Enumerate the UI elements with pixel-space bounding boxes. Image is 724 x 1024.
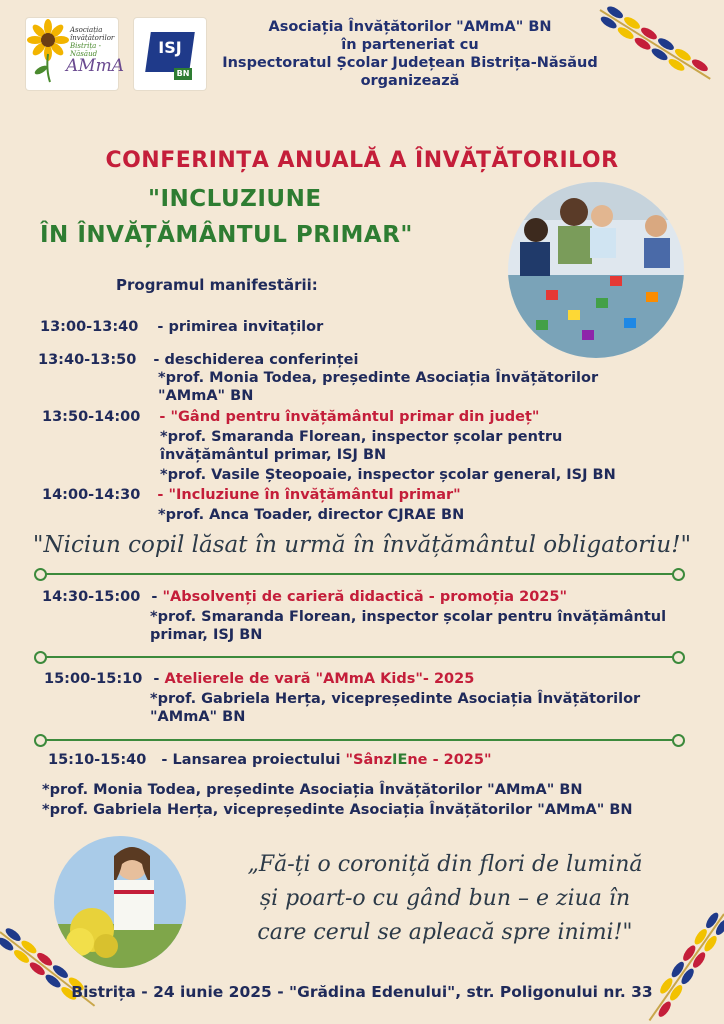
girl-photo [52,834,188,970]
divider-dot [672,651,685,664]
schedule-title: - deschiderea conferinței [153,352,359,368]
schedule-title: "Absolvenți de carieră didactică - promoția 2025" [162,589,568,605]
closing-quote-line1: „Fă-ți o coroniță din flori de lumină [247,852,643,877]
header-line3: Inspectoratul Școlar Județean Bistrița-Năsăud [222,55,598,71]
schedule-speaker: *prof. Monia Todea, președinte Asociația Învățătorilor [158,370,599,386]
schedule-time: 14:30-15:00 [42,589,141,605]
schedule-time: 13:50-14:00 [42,409,141,425]
schedule-time: 13:00-13:40 [40,319,139,335]
program-label: Programul manifestării: [116,276,318,294]
isj-logo-text: ISJ [158,38,182,57]
project-name-part: "Sânz [345,752,393,768]
amma-logo [26,18,125,90]
schedule-speaker: "AMmA" BN [158,388,254,404]
schedule-speaker: "AMmA" BN [150,709,246,725]
schedule-speaker: *prof. Anca Toader, director CJRAE BN [158,507,465,523]
schedule-item [48,751,492,769]
schedule-speaker: *prof. Smaranda Florean, inspector școlar pentru [160,429,563,445]
logo-text-line1: Asociația [70,26,103,34]
wheat-ornament-top-right [590,0,724,110]
divider [42,739,678,741]
isj-logo-sub: BN [174,68,192,80]
theme-title-line1: "INCLUZIUNE [148,186,322,212]
schedule-title: Atelierele de vară "AMmA Kids"- 2025 [164,671,475,687]
header-line2: în parteneriat cu [341,37,479,53]
closing-quote [200,848,690,950]
speaker-line: *prof. Gabriela Herța, vicepreședinte Asociația Învățătorilor "AMmA" BN [42,802,633,818]
schedule-item [44,670,474,688]
project-name-part: IE [392,752,408,768]
divider-dot [672,734,685,747]
speaker-line: *prof. Monia Todea, președinte Asociația Învățătorilor "AMmA" BN [42,782,583,798]
divider-dot [672,568,685,581]
event-location: Bistrița - 24 iunie 2025 - "Grădina Edenului", str. Poligonului nr. 33 [71,983,653,1001]
header [220,18,600,90]
divider-dot [34,568,47,581]
schedule-item [42,486,461,504]
isj-logo [134,18,206,90]
conference-title: CONFERINȚA ANUALĂ A ÎNVĂȚĂTORILOR [105,148,619,173]
schedule-time: 14:00-14:30 [42,487,141,503]
divider-dot [34,651,47,664]
schedule-speaker: primar, ISJ BN [150,627,263,643]
theme-title-line2: ÎN ÎNVĂȚĂMÂNTUL PRIMAR" [40,222,413,248]
schedule-title: - Lansarea proiectului [161,752,346,768]
schedule-dash: - [153,671,165,687]
header-line1: Asociația Învățătorilor "AMmA" BN [268,19,552,35]
project-name-part: ne - 2025" [407,752,492,768]
schedule-item [40,318,323,336]
logo-text-line3: Bistrița - Năsăud [70,42,101,58]
header-line4: organizează [360,73,460,89]
schedule-speaker: *prof. Smaranda Florean, inspector școlar pentru învățământul [150,609,667,625]
schedule-title: - "Incluziune în învățământul primar" [157,487,461,503]
schedule-item [42,408,539,426]
schedule-speaker: *prof. Vasile Șteopoaie, inspector școlar general, ISJ BN [160,467,616,483]
children-photo [506,180,686,360]
divider-dot [34,734,47,747]
schedule-time: 15:00-15:10 [44,671,143,687]
divider [42,656,678,658]
logo-amma-name: AMmA [66,56,125,76]
schedule-dash: - [151,589,163,605]
closing-quote-line2: și poart-o cu gând bun – e ziua în [259,886,631,911]
schedule-title: - "Gând pentru învățământul primar din județ" [159,409,540,425]
schedule-speaker: învățământul primar, ISJ BN [160,447,387,463]
motto-quote: "Niciun copil lăsat în urmă în învățământul obligatoriu!" [32,532,692,558]
schedule-item [38,351,358,369]
schedule-speaker: *prof. Gabriela Herța, vicepreședinte Asociația Învățătorilor [150,691,641,707]
schedule-title: - primirea invitaților [157,319,324,335]
closing-quote-line3: care cerul se apleacă spre inimi!" [257,920,633,945]
schedule-time: 13:40-13:50 [38,352,137,368]
logo-text-line2: învățătorilor [70,34,115,42]
schedule-time: 15:10-15:40 [48,752,147,768]
divider [42,573,678,575]
schedule-item [42,588,567,606]
